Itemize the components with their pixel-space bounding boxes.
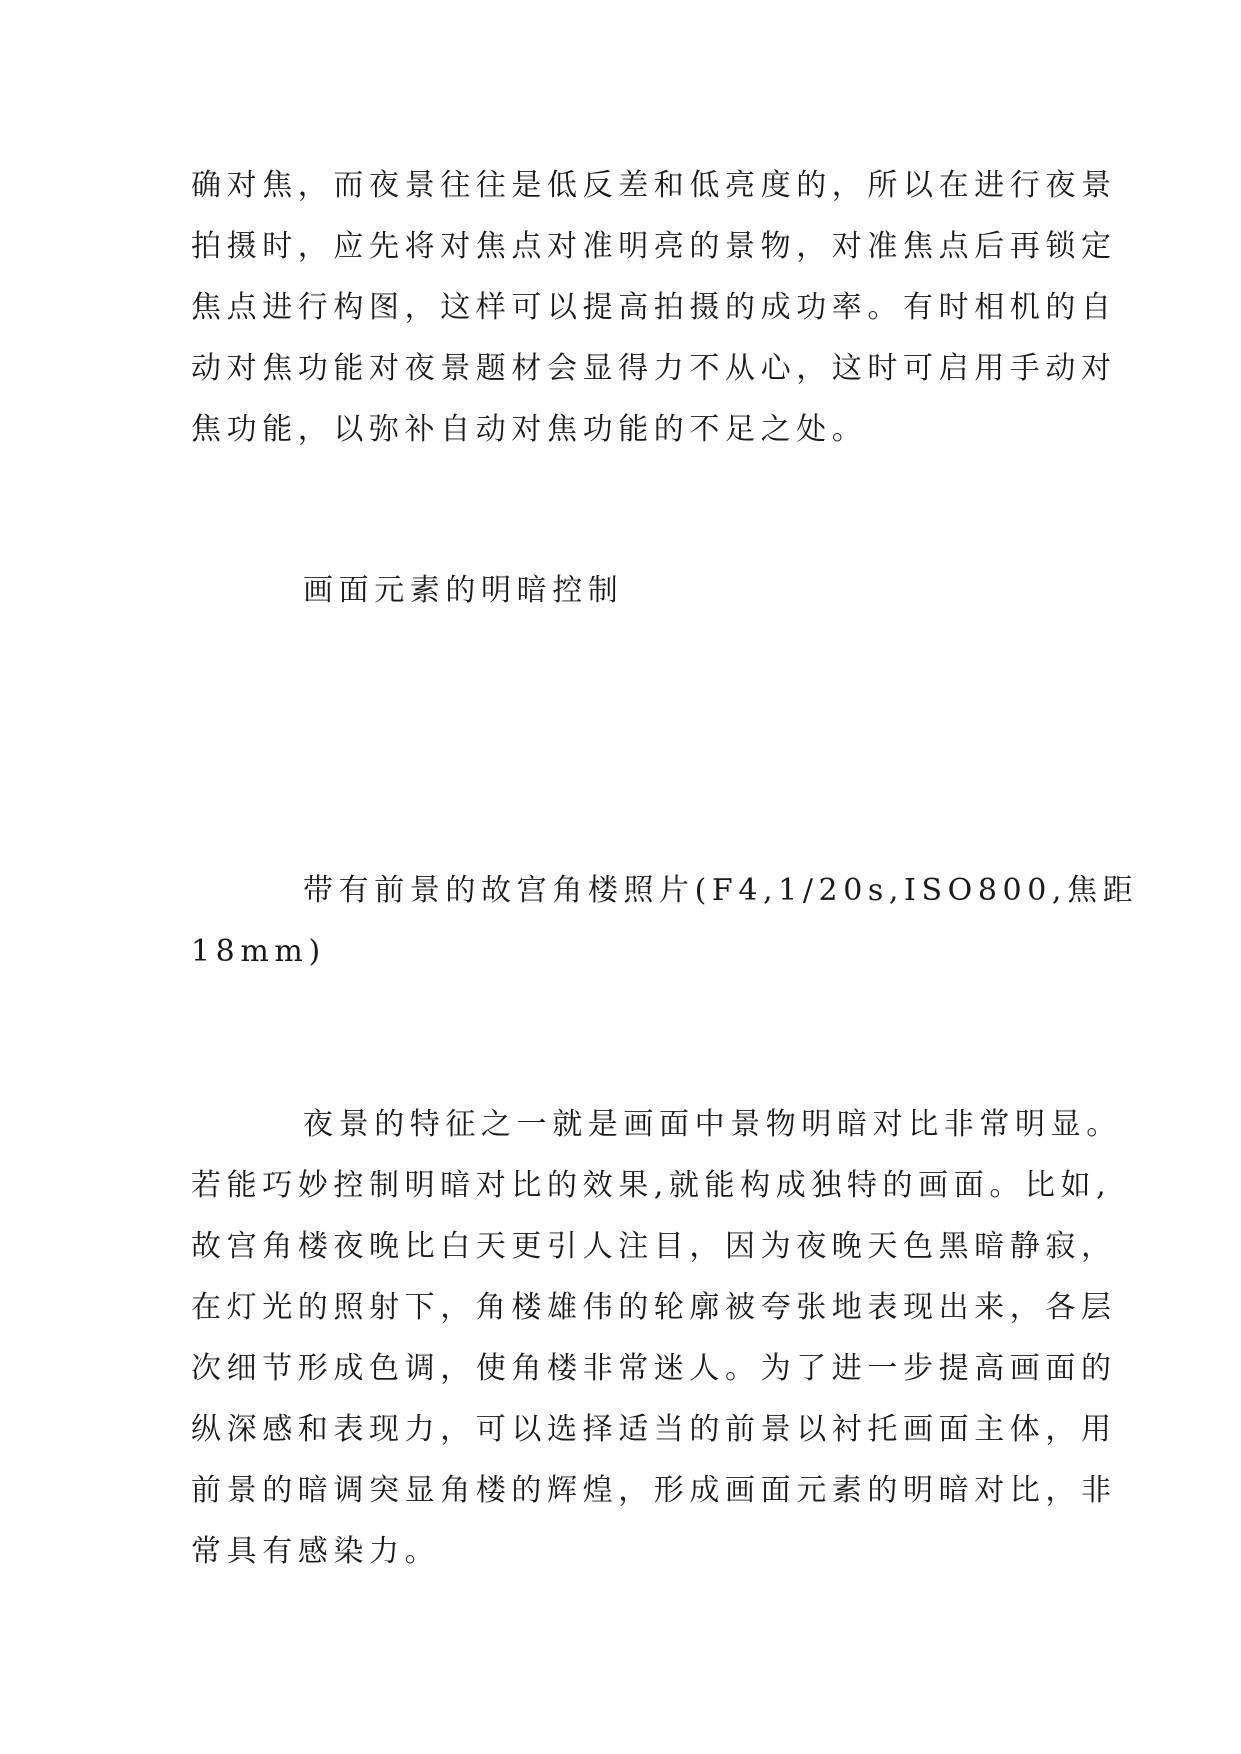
paragraph-autofocus bbox=[191, 155, 1117, 460]
paragraph-line: 故宫角楼夜晚比白天更引人注目，因为夜晚天色黑暗静寂， bbox=[191, 1229, 1117, 1264]
paragraph-line: 焦点进行构图，这样可以提高拍摄的成功率。有时相机的自 bbox=[191, 290, 1117, 325]
paragraph-line: 前景的暗调突显角楼的辉煌，形成画面元素的明暗对比，非 bbox=[191, 1473, 1117, 1508]
section-heading: 画面元素的明暗控制 bbox=[303, 573, 624, 608]
paragraph-line: 在灯光的照射下，角楼雄伟的轮廓被夸张地表现出来，各层 bbox=[191, 1290, 1117, 1325]
paragraph-line: 拍摄时，应先将对焦点对准明亮的景物，对准焦点后再锁定 bbox=[191, 229, 1117, 264]
caption-line: 带有前景的故宫角楼照片(F4,1/20s,ISO800,焦距 bbox=[303, 873, 1139, 908]
paragraph-contrast-control bbox=[191, 1094, 1122, 1582]
paragraph-line: 确对焦，而夜景往往是低反差和低亮度的，所以在进行夜景 bbox=[191, 168, 1117, 203]
paragraph-line: 夜景的特征之一就是画面中景物明暗对比非常明显。 bbox=[303, 1107, 1122, 1142]
paragraph-line: 若能巧妙控制明暗对比的效果,就能构成独特的画面。比如, bbox=[191, 1168, 1112, 1203]
paragraph-line: 焦功能，以弥补自动对焦功能的不足之处。 bbox=[191, 412, 868, 447]
caption-line: 18mm) bbox=[191, 934, 326, 969]
paragraph-line: 次细节形成色调，使角楼非常迷人。为了进一步提高画面的 bbox=[191, 1351, 1117, 1386]
photo-caption bbox=[191, 860, 1139, 982]
paragraph-line: 动对焦功能对夜景题材会显得力不从心，这时可启用手动对 bbox=[191, 351, 1117, 386]
paragraph-line: 纵深感和表现力，可以选择适当的前景以衬托画面主体，用 bbox=[191, 1412, 1117, 1447]
section-heading-block bbox=[191, 560, 1061, 621]
paragraph-line: 常具有感染力。 bbox=[191, 1534, 441, 1569]
